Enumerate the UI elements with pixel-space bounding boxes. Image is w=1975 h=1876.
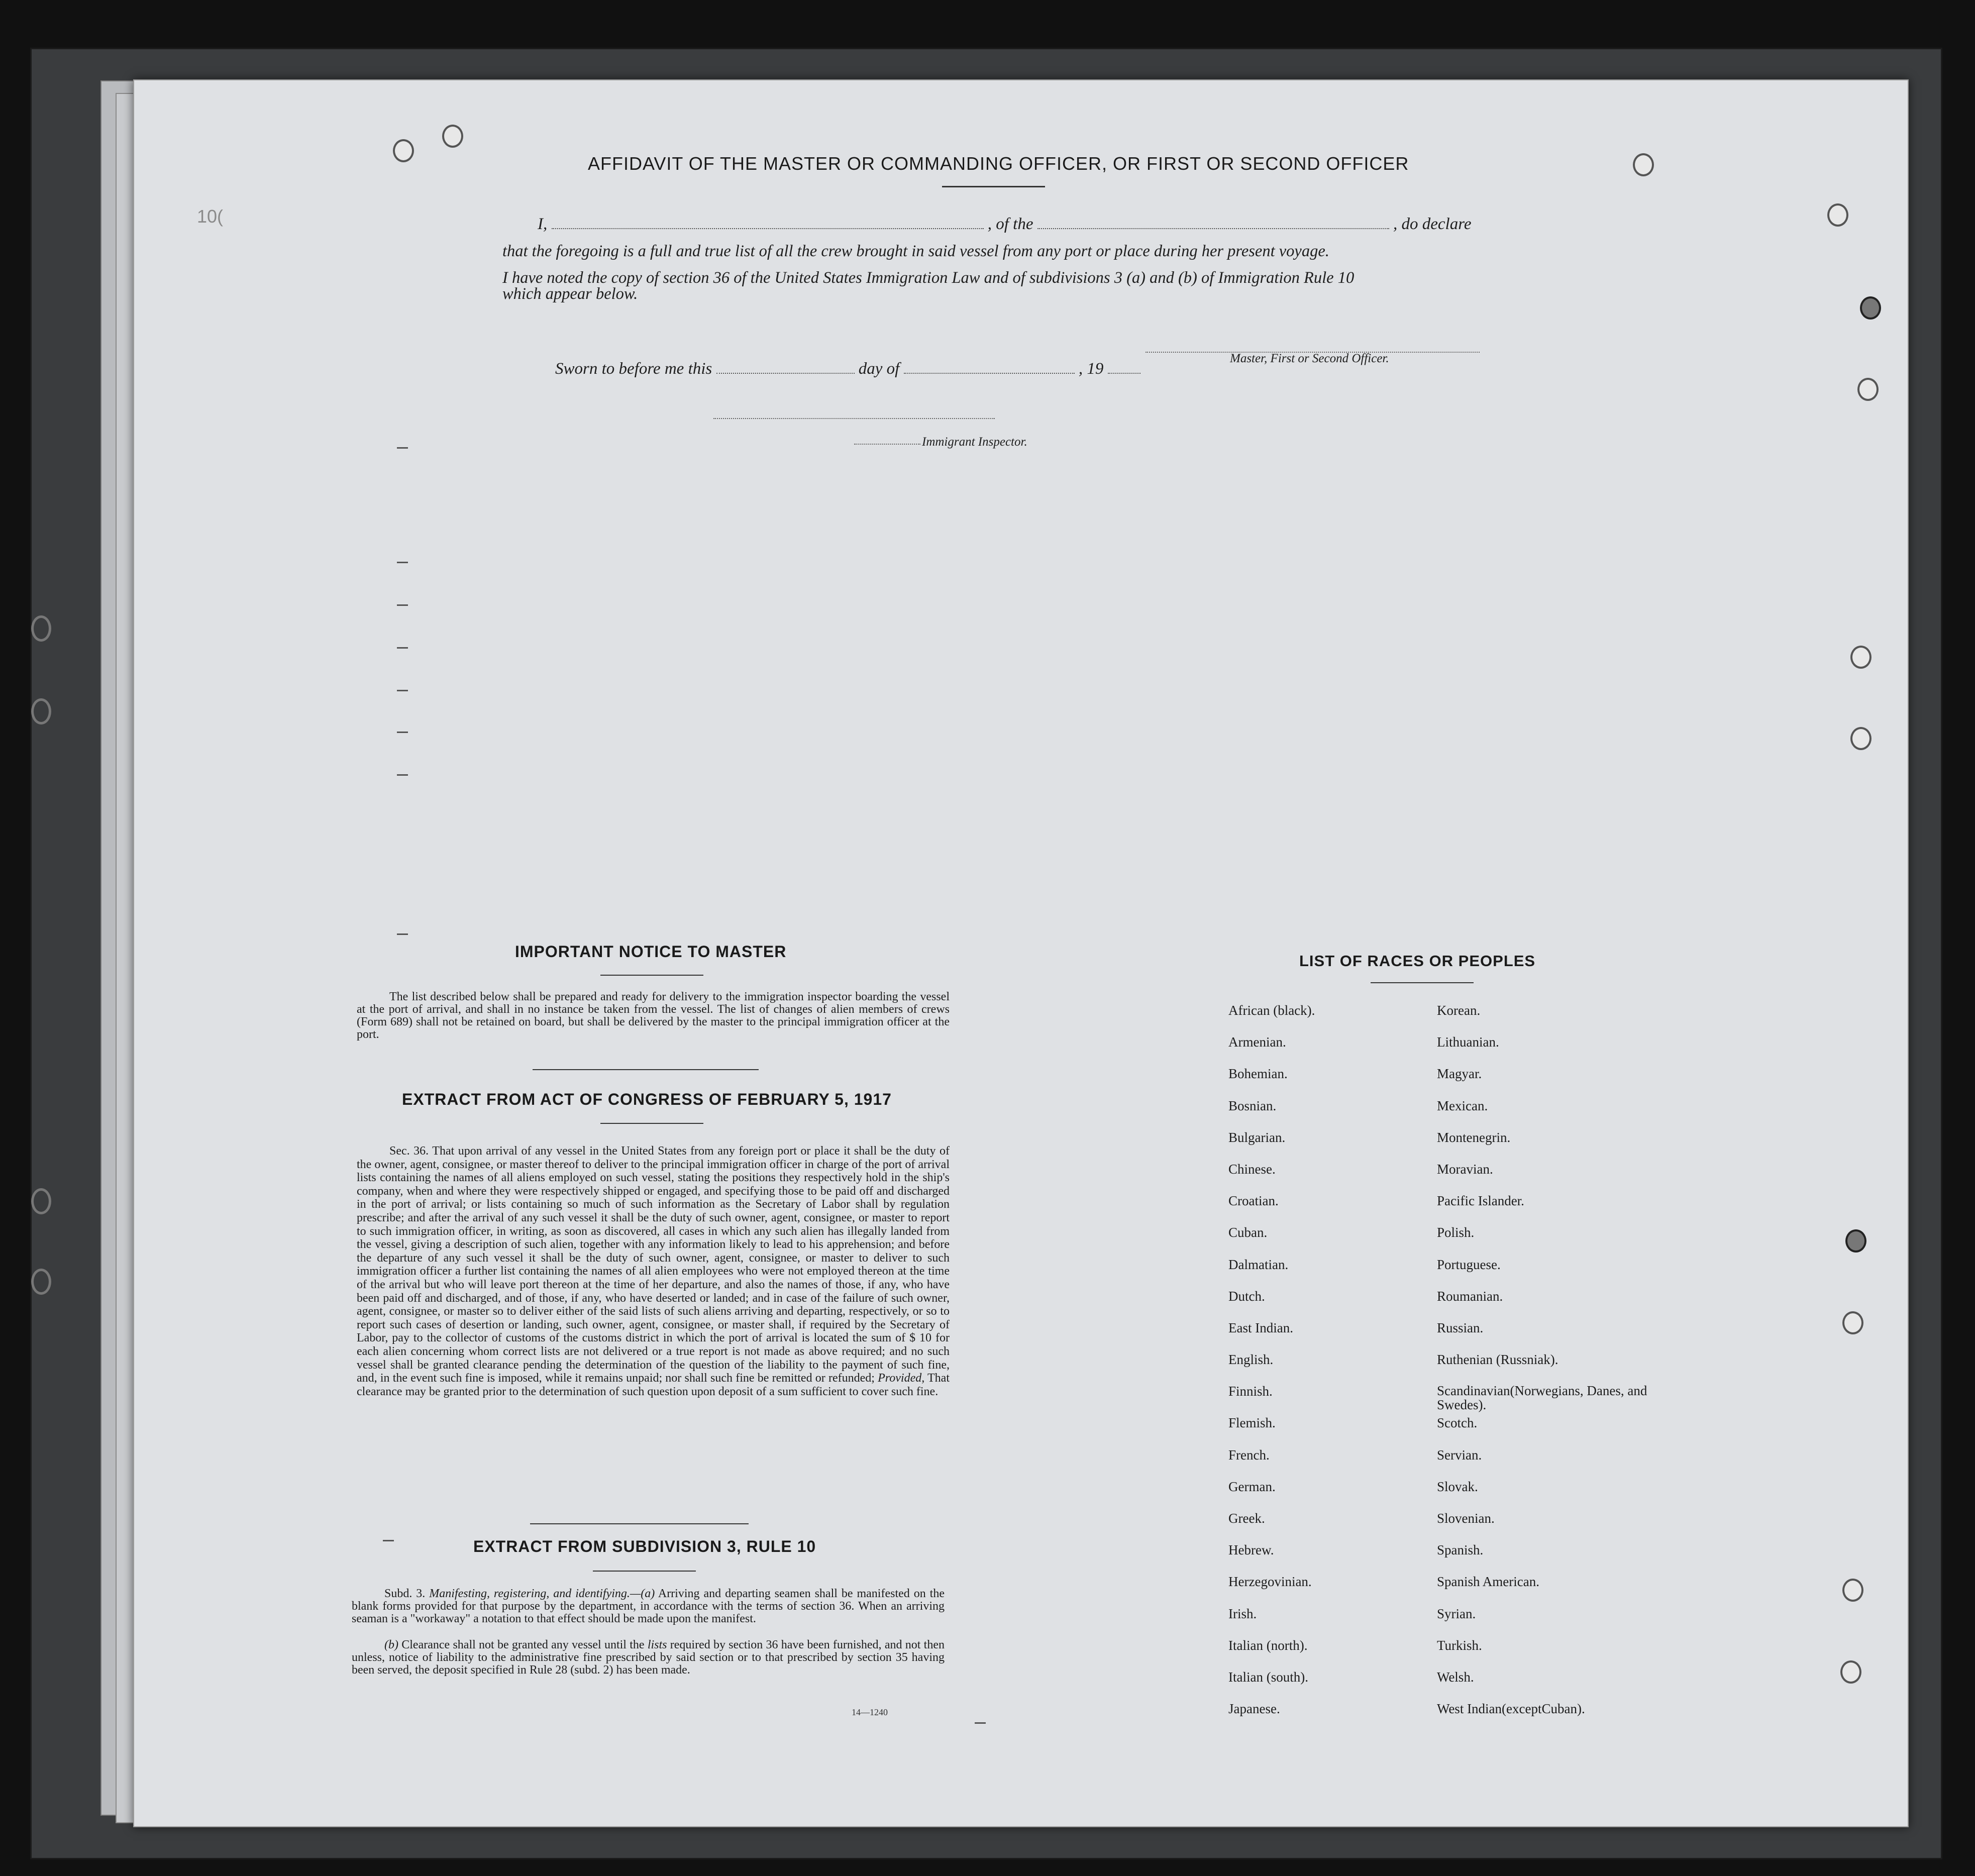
margin-tick (975, 1722, 986, 1724)
race-item: Dalmatian. (1228, 1257, 1289, 1272)
rule-extract-title: EXTRACT FROM SUBDIVISION 3, RULE 10 (473, 1537, 816, 1555)
race-item: Lithuanian. (1437, 1034, 1499, 1050)
rule-heading: Manifesting, registering, and identifying.—(a) (429, 1587, 655, 1600)
rule-text-b1: Clearance shall not be granted any vessel until the (401, 1638, 645, 1651)
act-section-text: That upon arrival of any vessel in the United States from any foreign port or place it shall be the duty of the owner, agent, consignee, or master thereof to deliver to the principal immigration officer in charge of the port of arrival lists containing the names of all aliens employed on such vessel, stating the positions they respectively hold in the ship's company, when and where they were respectively shipped or engaged, and specifying those to be paid off and discharged in the port of arrival; or lists containing so much of such information as the Secretary of Labor shall by regulation prescribe; and after the arrival of any such vessel it shall be the duty of such owner, agent, consignee, or master to report to such immigration officer, in writing, as soon as discovered, all cases in which any such alien has illegally landed from the vessel, giving a description of such alien, together with any information likely to lead to his apprehension; and before the departure of any such vessel it shall be the duty of such owner, agent, consignee, or master to deliver to such immigration officer a further list containing the names of all alien employees who were not employed thereon at the time of the arrival but who will leave port thereon at the time of her departure, and also the names of those, if any, who have been paid off and discharged, and of those, if any, who have deserted or landed; and in case of the failure of such owner, agent, consignee, or master so to deliver either of the said lists of such aliens arriving and departing, respectively, or so to report such cases of desertion or landing, such owner, agent, consignee, or master shall, if required by the Secretary of Labor, pay to the collector of customs of the customs district in which the port of arrival is located the sum of $ 10 for each alien concerning whom correct lists are not delivered or a true report is not made as above required; and no such vessel shall be granted clearance pending the determination of the question of the liability to the payment of such fine, and, in the event such fine is imposed, while it remains unpaid; nor shall such fine be remitted or refunded; (357, 1144, 950, 1385)
label-do-declare: , do declare (1393, 215, 1472, 233)
rule-text-lists: lists (647, 1638, 667, 1651)
punch-hole (1840, 1660, 1861, 1684)
sworn-year-field[interactable] (1108, 360, 1140, 374)
rule-subdivision-label: Subd. 3. (384, 1587, 426, 1600)
margin-number: 10( (197, 206, 224, 227)
margin-tick (397, 690, 408, 691)
race-item: Bohemian. (1228, 1066, 1288, 1082)
race-item: Spanish American. (1437, 1574, 1539, 1590)
race-item: Pacific Islander. (1437, 1193, 1524, 1209)
race-item: Greek. (1228, 1511, 1265, 1526)
race-item: East Indian. (1228, 1320, 1293, 1335)
race-item: Polish. (1437, 1225, 1475, 1240)
race-item: English. (1228, 1352, 1274, 1368)
rule-text-b2: required by section 36 have been furnished, and not then unless, notice of liability to the administrative fine prescribed by said section or to that prescribed by section 35 having been served, the deposit specified in Rule 28 (subd. 2) has been made. (352, 1638, 945, 1677)
race-item: West Indian(exceptCuban). (1437, 1701, 1585, 1717)
race-item: Welsh. (1437, 1669, 1474, 1685)
master-caption: Master, First or Second Officer. (1230, 352, 1389, 365)
punch-hole (1850, 646, 1872, 669)
race-item: Japanese. (1228, 1701, 1280, 1717)
binding-ring (31, 698, 51, 724)
punch-hole (1633, 153, 1654, 176)
race-item: Slovak. (1437, 1479, 1478, 1494)
margin-tick (397, 647, 408, 649)
race-item: Turkish. (1437, 1637, 1482, 1653)
act-provided: Provided, (878, 1372, 925, 1385)
race-item: Finnish. (1228, 1384, 1273, 1399)
race-item: African (black). (1228, 1003, 1315, 1018)
rule-extract-text (352, 1588, 945, 1625)
punch-hole (442, 125, 463, 148)
race-item: Spanish. (1437, 1542, 1484, 1558)
punch-hole (393, 139, 414, 162)
margin-tick (397, 774, 408, 776)
label-day-of: day of (858, 360, 900, 378)
sworn-day-field[interactable] (716, 360, 855, 374)
race-item: Servian. (1437, 1447, 1482, 1463)
race-item: Ruthenian (Russniak). (1437, 1352, 1558, 1368)
label-i: I, (538, 215, 548, 233)
races-title: LIST OF RACES OR PEOPLES (1299, 952, 1536, 970)
sworn-month-field[interactable] (904, 360, 1075, 374)
inspector-caption-lead (854, 444, 920, 445)
punch-hole (1842, 1579, 1863, 1602)
inspector-signature-line[interactable] (713, 418, 995, 419)
rule-extract-text-b (352, 1639, 945, 1677)
label-sworn: Sworn to before me this (555, 360, 712, 378)
title-rule (942, 186, 1045, 187)
declaration-line-4: which appear below. (502, 285, 638, 303)
act-section-label: Sec. 36. (389, 1144, 429, 1158)
races-right-column (1437, 1003, 1648, 1733)
margin-tick (397, 562, 408, 563)
notice-text: The list described below shall be prepared and ready for delivery to the immigration inspector boarding the vessel at the port of arrival, and shall in no instance be taken from the vessel. The list of changes of alien members of crews (Form 689) shall not be retained on board, but shall be delivered by the master to the principal immigration officer at the port. (357, 990, 950, 1041)
notice-rule (600, 975, 703, 976)
race-item: Hebrew. (1228, 1542, 1274, 1558)
officer-name-field[interactable] (552, 215, 984, 229)
race-item: Moravian. (1437, 1161, 1493, 1177)
race-item: Bosnian. (1228, 1098, 1277, 1113)
label-of-the: , of the (987, 215, 1033, 233)
act-extract-rule (600, 1123, 703, 1124)
margin-tick (383, 1540, 394, 1541)
race-item: Roumanian. (1437, 1288, 1503, 1304)
punch-hole (1850, 727, 1872, 750)
race-item: Croatian. (1228, 1193, 1279, 1209)
declaration-line-2: that the foregoing is a full and true list of all the crew brought in said vessel from any port or place during her present voyage. (502, 242, 1329, 260)
label-year: , 19 (1078, 360, 1104, 378)
punch-hole (1827, 203, 1848, 227)
rule-b-label: (b) (384, 1638, 398, 1651)
race-item: Scotch. (1437, 1415, 1478, 1431)
act-separator (530, 1523, 749, 1524)
race-item: French. (1228, 1447, 1270, 1463)
race-item: Slovenian. (1437, 1511, 1495, 1526)
vessel-name-field[interactable] (1037, 215, 1389, 229)
race-item: Dutch. (1228, 1288, 1265, 1304)
binding-ring (31, 1269, 51, 1295)
punch-hole (1845, 1229, 1866, 1253)
sworn-line (555, 360, 1140, 378)
act-extract-text (357, 1144, 950, 1398)
margin-tick (397, 732, 408, 733)
race-item: Bulgarian. (1228, 1129, 1286, 1145)
race-item: Chinese. (1228, 1161, 1276, 1177)
race-item: German. (1228, 1479, 1276, 1494)
race-item: Herzegovinian. (1228, 1574, 1312, 1590)
race-item: Mexican. (1437, 1098, 1488, 1113)
margin-tick (397, 933, 408, 935)
race-item: Portuguese. (1437, 1257, 1501, 1272)
binding-ring (31, 1188, 51, 1214)
inspector-caption: Immigrant Inspector. (922, 435, 1027, 449)
affidavit-title: AFFIDAVIT OF THE MASTER OR COMMANDING OFFICER, OR FIRST OR SECOND OFFICER (588, 153, 1409, 174)
punch-hole (1842, 1311, 1863, 1334)
act-section-tail: That clearance may be granted prior to the determination of such question upon deposit of a sum sufficient to cover such fine. (357, 1372, 950, 1398)
race-item: Korean. (1437, 1003, 1481, 1018)
margin-tick (397, 604, 408, 606)
race-item: Russian. (1437, 1320, 1484, 1335)
punch-hole (1860, 296, 1881, 320)
race-item: Scandinavian(Norwegians, Danes, and Swedes). (1437, 1383, 1647, 1413)
race-item: Irish. (1228, 1606, 1257, 1621)
rule-text-a: Arriving and departing seamen shall be manifested on the blank forms provided for that purpose by the department, in accordance with the terms of section 36. When an arriving seaman is a "workaway" a notation to that effect should be made upon the manifest. (352, 1587, 945, 1625)
races-left-column (1228, 1003, 1409, 1733)
race-item: Syrian. (1437, 1606, 1476, 1621)
declaration-line-3: I have noted the copy of section 36 of the United States Immigration Law and of subdivisions 3 (a) and (b) of Immigration Rule 10 (502, 269, 1355, 287)
notice-separator (533, 1069, 759, 1070)
race-item: Montenegrin. (1437, 1129, 1511, 1145)
notice-title: IMPORTANT NOTICE TO MASTER (515, 943, 787, 961)
race-item: Magyar. (1437, 1066, 1482, 1082)
race-item: Italian (south). (1228, 1669, 1308, 1685)
race-item: Armenian. (1228, 1034, 1286, 1050)
rule-extract-rule (593, 1571, 696, 1572)
binding-ring (31, 615, 51, 642)
form-number: 14—1240 (852, 1707, 888, 1717)
punch-hole (1857, 378, 1879, 401)
race-item: Flemish. (1228, 1415, 1276, 1431)
race-item: Cuban. (1228, 1225, 1268, 1240)
race-item: Italian (north). (1228, 1637, 1308, 1653)
races-rule (1371, 982, 1474, 983)
margin-tick (397, 447, 408, 449)
declaration-line-1 (538, 215, 1471, 234)
act-extract-title: EXTRACT FROM ACT OF CONGRESS OF FEBRUARY 5, 1917 (402, 1090, 892, 1108)
